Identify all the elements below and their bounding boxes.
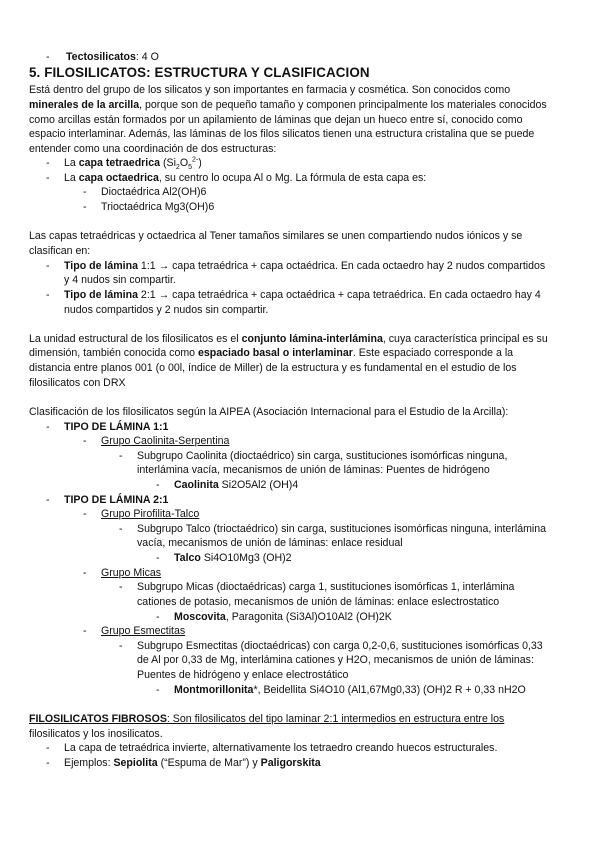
intro-line-1: Está dentro del grupo de los silicatos y son importantes en farmacia y cosmética. Son conocidos como — [29, 84, 511, 96]
subgrupo-caolinita-line-2: interlámina vacía, mecanismos de unión de láminas: Puentes de hidrógeno — [137, 464, 490, 476]
unit-line-4: filosilicatos con DRX — [29, 377, 126, 389]
grupo-caolinita: Grupo Caolinita-Serpentina — [101, 435, 230, 447]
fibrosos-bullet-2: Ejemplos: Sepiolita (“Espuma de Mar”) y Paligorskita — [64, 757, 321, 769]
subgrupo-esmectitas-line-3: Puentes de hidrógeno y enlace electrostático — [137, 669, 349, 681]
bullet-dash: - — [46, 157, 50, 169]
section-title: 5. FILOSILICATOS: ESTRUCTURA Y CLASIFICACION — [29, 65, 370, 80]
bullet-dash: - — [46, 421, 50, 433]
fibrosos-bullet-1: La capa de tetraédrica invierte, alternativamente los tetraedro creando huecos estructurales. — [64, 742, 498, 754]
unit-line-2: dimensión, también conocida como espaciado basal o interlaminar. Este espaciado corresponde a la — [29, 347, 514, 359]
bullet-dash: - — [156, 611, 160, 623]
bullet-dash: - — [46, 51, 50, 63]
subgrupo-esmectitas-line-2: de Al por 0,33 de Mg, interlámina cationes y H2O, mecanismos de unión de láminas: — [137, 654, 534, 666]
subgrupo-micas-line-2: cationes de potasio, mecanismos de unión de láminas: enlace eslectrostatico — [137, 596, 500, 608]
intro-line-4: espacio interlaminar. Además, las láminas de los filos silicatos tienen una estructura cristalina que se puede — [29, 128, 535, 140]
bullet-dash: - — [156, 684, 160, 696]
classification-intro: Clasificación de los filosilicatos según la AIPEA (Asociación Internacional para el Estudio de la Arcilla): — [29, 406, 509, 418]
dioctaedrica-item: Dioctaédrica Al2(OH)6 — [101, 186, 207, 198]
intro-line-2: minerales de la arcilla, porque son de pequeño tamaño y componen principalmente los materiales conocidos — [29, 99, 547, 111]
fibrosos-line-1: FILOSILICATOS FIBROSOS: Son filosilicatos del tipo laminar 2:1 intermedios en estructura entre los — [29, 713, 505, 725]
mineral-moscovita: Moscovita, Paragonita (Si3Al)O10Al2 (OH)2K — [174, 611, 392, 623]
bullet-dash: - — [83, 201, 87, 213]
join-line-2: clasifican en: — [29, 245, 91, 257]
bullet-dash: - — [46, 172, 50, 184]
intro-line-5: entender como una coordinación de dos estructuras: — [29, 143, 277, 155]
mineral-talco: Talco Si4O10Mg3 (OH)2 — [174, 552, 292, 564]
tipo-21-item: Tipo de lámina 2:1 → capa tetraédrica + capa octaédrica + capa tetraédrica. En cada octaedro hay 4 — [64, 289, 541, 301]
capa-tetraedrica-item: La capa tetraedrica $(Si_2O_5^{2-})$ — [64, 156, 202, 172]
bullet-dash: - — [83, 186, 87, 198]
bullet-dash: - — [46, 289, 50, 301]
grupo-micas: Grupo Micas — [101, 567, 162, 579]
tipo-11-line-2: y 4 nudos sin compartir. — [64, 274, 176, 286]
bullet-dash: - — [119, 581, 123, 593]
bullet-dash: - — [46, 494, 50, 506]
bullet-dash: - — [119, 523, 123, 535]
fibrosos-line-2: filosilicatos y los inosilicatos. — [29, 728, 163, 740]
tectosilicatos-item: Tectosilicatos: 4 O — [66, 51, 159, 63]
bullet-dash: - — [46, 757, 50, 769]
bullet-dash: - — [119, 450, 123, 462]
bullet-dash: - — [83, 567, 87, 579]
trioctaedrica-item: Trioctaédrica Mg3(OH)6 — [101, 201, 215, 213]
subgrupo-micas-line-1: Subgrupo Micas (dioctaédricas) carga 1, sustituciones isomórficas 1, interlámina — [137, 581, 515, 593]
bullet-dash: - — [83, 435, 87, 447]
capa-octaedrica-item: La capa octaedrica, su centro lo ocupa Al o Mg. La fórmula de esta capa es: — [64, 172, 427, 184]
subgrupo-talco-line-2: vacía, mecanismos de unión de láminas: enlace residual — [137, 537, 403, 549]
tipo-21-line-2: nudos compartidos y 2 nudos sin compartir. — [64, 304, 269, 316]
tipo-11-item: Tipo de lámina 1:1 → capa tetraédrica + capa octaédrica. En cada octaedro hay 2 nudos compartidos — [64, 260, 546, 272]
bullet-dash: - — [119, 640, 123, 652]
unit-line-1: La unidad estructural de los filosilicatos es el conjunto lámina-interlámina, cuya característica principal es su — [29, 333, 548, 345]
bullet-dash: - — [156, 552, 160, 564]
grupo-pirofilita-talco: Grupo Pirofilita-Talco — [101, 508, 200, 520]
bullet-dash: - — [156, 479, 160, 491]
bullet-dash: - — [46, 260, 50, 272]
tipo-lamina-11-heading: TIPO DE LÁMINA 1:1 — [64, 421, 169, 433]
join-line-1: Las capas tetraédricas y octaedrica al Tener tamaños similares se unen compartiendo nudos iónicos y se — [29, 230, 523, 242]
subgrupo-esmectitas-line-1: Subgrupo Esmectitas (dioctaédricas) con carga 0,2-0,6, sustituciones isomórficas 0,33 — [137, 640, 543, 652]
bullet-dash: - — [83, 625, 87, 637]
grupo-esmectitas: Grupo Esmectitas — [101, 625, 186, 637]
subgrupo-caolinita-line-1: Subgrupo Caolinita (dioctaédrico) sin carga, sustituciones isomórficas ninguna, — [137, 450, 508, 462]
subgrupo-talco-line-1: Subgrupo Talco (trioctaédrico) sin carga, sustituciones isomórficas ninguna, interlámina — [137, 523, 547, 535]
mineral-montmorillonita: Montmorillonita*, Beidellita Si4O10 (Al1,67Mg0,33) (OH)2 R + 0,33 nH2O — [174, 684, 526, 696]
unit-line-3: distancia entre planos 001 (o 00l, índice de Miller) de la estructura y es fundamental en el estudio de los — [29, 362, 517, 374]
intro-line-3: como arcillas están formados por un apilamiento de láminas que dejan un hueco entre sí, conocido como — [29, 114, 523, 126]
tipo-lamina-21-heading: TIPO DE LÁMINA 2:1 — [64, 494, 169, 506]
bullet-dash: - — [83, 508, 87, 520]
mineral-caolinita: Caolinita Si2O5Al2 (OH)4 — [174, 479, 299, 491]
bullet-dash: - — [46, 742, 50, 754]
